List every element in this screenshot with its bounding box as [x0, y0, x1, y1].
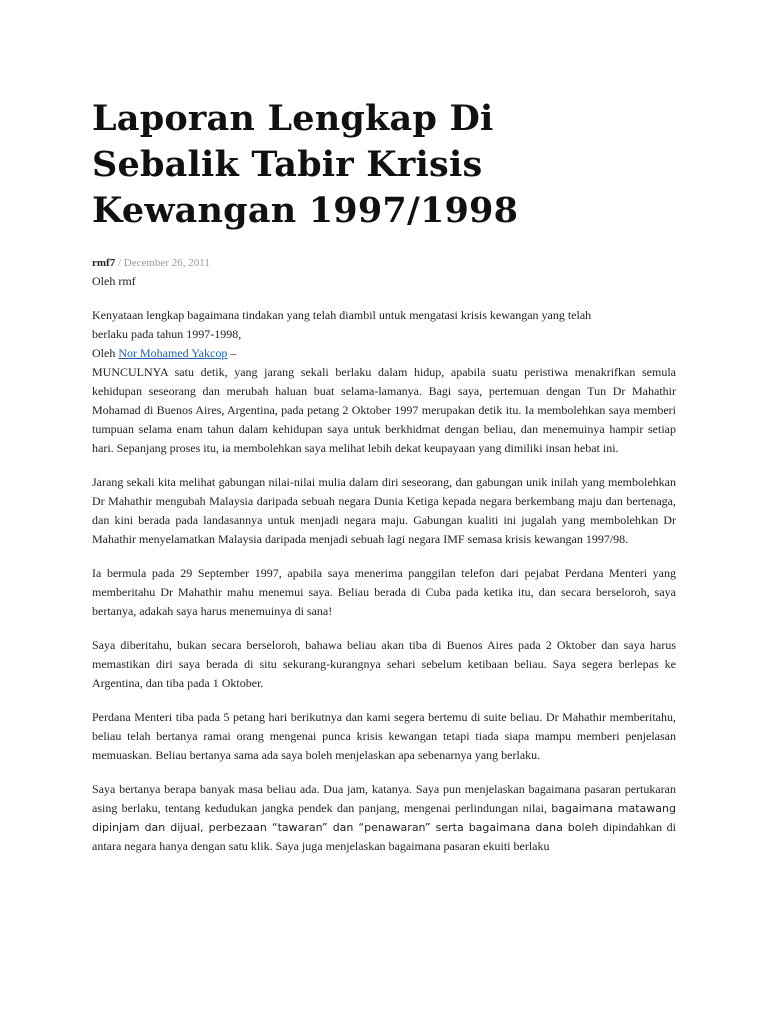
paragraph: Jarang sekali kita melihat gabungan nilai-nilai mulia dalam diri seseorang, dan gabungan unik inilah yang membolehkan Dr Mahathir mengubah Malaysia daripada sebuah negara Dunia Ketiga kepada negara berkembang maju dan bertenaga, dan kini berada pada landasannya untuk menjadi negara maju. Gabungan kualiti ini jugalah yang membolehkan Dr Mahathir menyelamatkan Malaysia daripada menjadi sebuah lagi negara IMF semasa krisis kewangan 1997/98.	[92, 475, 676, 546]
paragraph: Ia bermula pada 29 September 1997, apabila saya menerima panggilan telefon dari pejabat Perdana Menteri yang memberitahu Dr Mahathir mahu menemui saya. Beliau berada di Cuba pada ketika itu, dan secara berseloroh, saya bertanya, adakah saya harus menemuinya di sana!	[92, 566, 676, 618]
credit-suffix: –	[227, 346, 237, 360]
title-line: Laporan Lengkap Di	[92, 98, 494, 139]
author-link[interactable]: Nor Mohamed Yakcop	[118, 346, 228, 360]
paragraph-text: dipindahkan di antara negara hanya dengan satu klik. Saya juga menjelaskan bagaimana pasaran ekuiti berlaku	[92, 820, 676, 853]
paragraph: MUNCULNYA satu detik, yang jarang sekali berlaku dalam hidup, apabila suatu peristiwa menakrifkan semula kehidupan seseorang dan merubah haluan buat selama-lamanya. Bagi saya, pertemuan dengan Tun Dr Mahathir Mohamad di Buenos Aires, Argentina, pada petang 2 Oktober 1997 merupakan detik itu. Ia membolehkan saya memberi tumpuan selama enam tahun dalam kehidupan saya untuk berkhidmat dengan beliau, dan menemuinya hampir setiap hari. Sepanjang proses itu, ia membolehkan saya melihat lebih dekat keupayaan yang dimiliki insan hebat ini.	[92, 365, 676, 455]
paragraph-text: Saya bertanya berapa banyak masa beliau ada. Dua jam, katanya. Saya pun menjelaskan bagaimana pasaran pertukaran asing berlaku, tentang kedudukan jangka pendek dan panjang, mengenai perlindungan nilai,	[92, 782, 676, 815]
byline: Oleh rmf	[92, 274, 136, 288]
article	[92, 96, 676, 856]
paragraph: Saya diberitahu, bukan secara berseloroh, bahawa beliau akan tiba di Buenos Aires pada 2 Oktober dan saya harus memastikan diri saya berada di situ sekurang-kurangnya sehari sebelum ketibaan beliau. Saya segera berlepas ke Argentina, dan tiba pada 1 Oktober.	[92, 638, 676, 690]
title-line: Sebalik Tabir Krisis	[92, 144, 483, 185]
credit-prefix: Oleh	[92, 346, 119, 360]
meta-separator: /	[115, 257, 124, 269]
intro-line: berlaku pada tahun 1997-1998,	[92, 327, 242, 341]
title-line: Kewangan 1997/1998	[92, 190, 519, 231]
author-credit	[92, 344, 676, 363]
paragraph	[92, 780, 676, 856]
intro-line: Kenyataan lengkap bagaimana tindakan yang telah diambil untuk mengatasi krisis kewangan yang telah	[92, 308, 592, 322]
post-date: December 26, 2011	[123, 257, 210, 269]
post-author[interactable]: rmf7	[92, 257, 116, 269]
post-meta	[92, 256, 676, 270]
paragraph-text-alt-font: bagaimana matawang dipinjam dan dijual, perbezaan “tawaran” dan “penawaran” serta bagaimana dana boleh	[92, 802, 676, 834]
article-title	[92, 96, 676, 234]
intro-block	[92, 306, 676, 363]
paragraph: Perdana Menteri tiba pada 5 petang hari berikutnya dan kami segera bertemu di suite beliau. Dr Mahathir memberitahu, beliau telah bertanya ramai orang mengenai punca krisis kewangan tetapi tiada siapa mampu memberi penjelasan memuaskan. Beliau bertanya sama ada saya boleh menjelaskan apa sebenarnya yang berlaku.	[92, 710, 676, 762]
